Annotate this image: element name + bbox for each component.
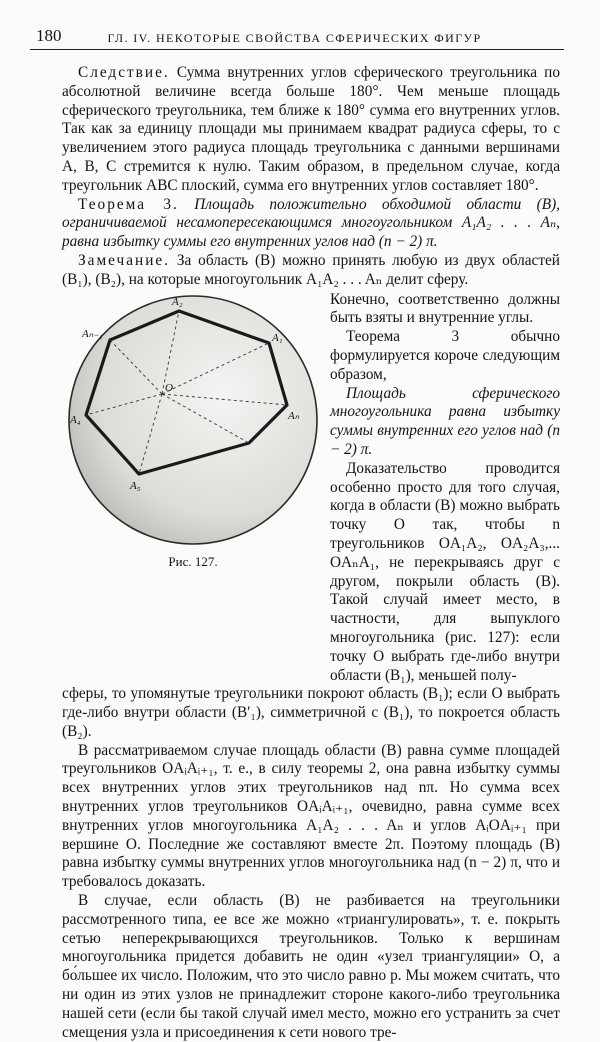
figure-127 [62, 291, 324, 686]
figure-caption: Рис. 127. [168, 553, 218, 569]
remark-continuation: Конечно, соответственно должны быть взяты и внутренние углы. [330, 290, 560, 327]
corollary-paragraph [62, 64, 560, 196]
corollary-text: Сумма внутренних углов сферического треугольника по абсолютной величине всегда больше 180°. Чем меньше площадь сферического треугольника, тем ближе к 180° сумма его внутренних углов. Так как за единицу площади мы принимаем квадрат радиуса сферы, то с увеличением этого радиуса площадь треугольника с данными вершинами A, B, C стремится к нулю. Таким образом, в предельном случае, когда треугольник ABC плоский, сумма его внутренних углов составляет 180°. [62, 64, 560, 194]
wrapped-text-column [330, 291, 560, 686]
theorem-3-statement: Площадь положительно обходимой области (B), ограничиваемой несамопересекающимся многоугольником A₁A₂ . . . Aₙ, равна избытку суммы его внутренних углов над (n − 2) π. [62, 195, 560, 251]
label-o: O [165, 381, 173, 394]
label-a1: A₁ [272, 331, 283, 344]
remark-lead: Замечание. [78, 251, 171, 269]
remark-paragraph [62, 252, 560, 290]
proof-start: Доказательство проводится особенно просто для того случая, когда в области (B) можно выбрать точку O так, чтобы n треугольников OA₁A₂, OA₂A₃,... OAₙA₁, не перекрываясь друг с другом, покрыли область (B). Такой случай имеет место, в частности, для выпуклого многоугольника (рис. 127): если точку O выбрать где-либо внутри области (B₁), меньшей полу- [330, 459, 560, 684]
figure-and-column [62, 291, 560, 686]
triangulation-paragraph: В случае, если область (B) не разбивается на треугольники рассмотренного типа, ее все же можно «триангулировать», т. е. покрыть сетью неперекрывающихся треугольников. Только к вершинам многоугольника придется добавить не один «узел триангуляции» O, а бо́льшее их число. Положим, что это число равно p. Мы можем считать, что ни один из этих узлов не принадлежит стороне какого-либо треугольника нашей сети (если бы такой случай имел место, можно его устранить за счет смещения узла и присоединения к сети нового тре- [62, 892, 560, 1041]
short-form-statement: Площадь сферического многоугольника равна избытку суммы внутренних его углов над (n − 2) π. [330, 384, 560, 458]
remark-text: За область (B) можно принять любую из двух областей (B₁), (B₂), на которые многоугольник A₁A₂ . . . Aₙ делит сферу. [62, 251, 560, 288]
corollary-lead: Следствие. [78, 64, 170, 81]
label-an1: Aₙ₋₁ [82, 327, 103, 340]
proof-continuation: сферы, то упомянутые треугольники покроют область (B₁); если O выбрать где-либо внутри области (B′₁), симметричной с (B₁), то покроется область (B₂). [62, 685, 560, 740]
page-header [30, 28, 564, 50]
running-title: ГЛ. IV. НЕКОТОРЫЕ СВОЙСТВА СФЕРИЧЕСКИХ ФИГУР [107, 31, 482, 45]
proof-general-case: В рассматриваемом случае площадь области (B) равна сумме площадей треугольников OAᵢAᵢ₊₁, т. е., в силу теоремы 2, она равна избытку суммы всех внутренних углов этих треугольников над nπ. Но сумма всех внутренних углов треугольников OAᵢAᵢ₊₁, очевидно, равна сумме всех внутренних углов многоугольника A₁A₂ . . . Aₙ и углов AᵢOAᵢ₊₁ при вершине O. Последние же составляют вместе 2π. Поэтому площадь (B) равна избытку суммы внутренних углов многоугольника над (n − 2) π, что и требовалось доказать. [62, 741, 560, 891]
label-a4: A₄ [70, 413, 81, 426]
page-body [62, 64, 560, 1042]
theorem-3 [62, 196, 560, 252]
label-a5: A₅ [130, 479, 141, 492]
short-form-intro: Теорема 3 обычно формулируется короче следующим образом, [330, 328, 560, 383]
label-a2: A₂ [172, 295, 183, 308]
label-an: Aₙ [288, 409, 300, 422]
sphere-diagram [62, 291, 324, 549]
theorem-3-lead: Теорема 3. [78, 195, 179, 213]
page-number: 180 [36, 26, 62, 45]
